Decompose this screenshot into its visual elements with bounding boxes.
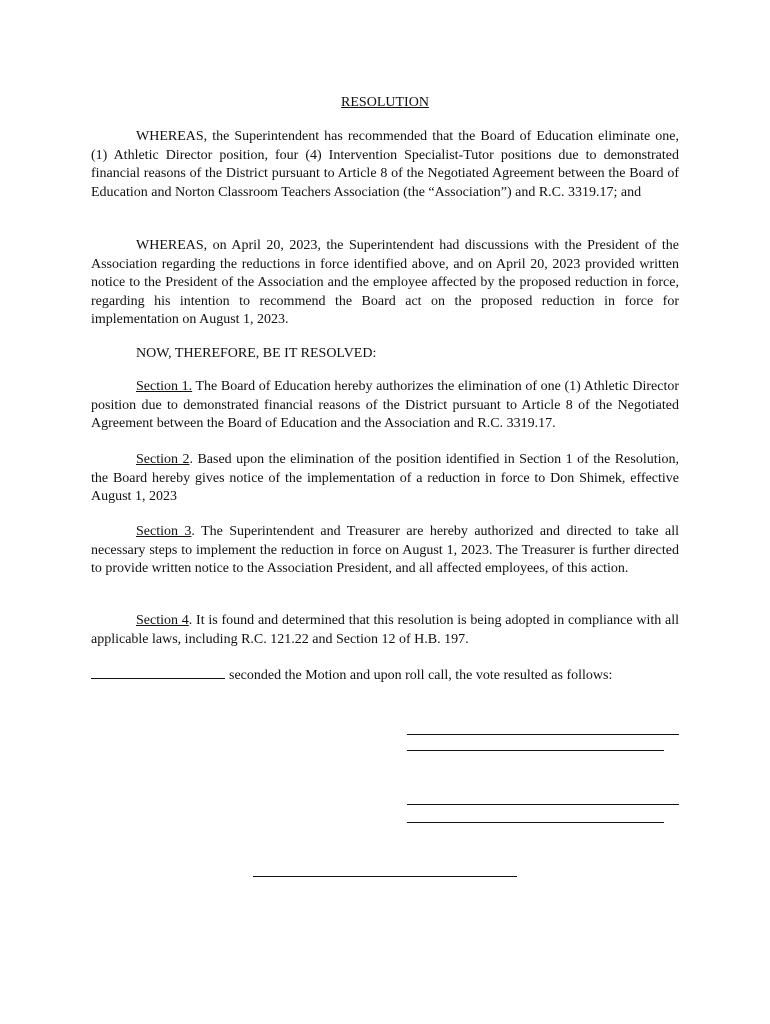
section-4-heading: Section 4 bbox=[136, 613, 189, 628]
vote-line-3 bbox=[407, 804, 679, 805]
section-4-paragraph bbox=[91, 612, 679, 649]
vote-line-2 bbox=[407, 750, 664, 751]
whereas-paragraph-2: WHEREAS, on April 20, 2023, the Superintendent had discussions with the President of the Association regarding the reductions in force identified above, and on April 20, 2023 provided written notice to the President of the Association and the employee affected by the proposed reduction in force, regarding his intention to recommend the Board act on the proposed reduction in force for implementation on August 1, 2023. bbox=[91, 238, 679, 327]
section-3-paragraph bbox=[91, 523, 679, 579]
vote-line-1 bbox=[407, 734, 679, 735]
resolved-heading: NOW, THEREFORE, BE IT RESOLVED: bbox=[136, 346, 377, 361]
signature-line bbox=[253, 876, 517, 877]
section-1-paragraph bbox=[91, 378, 679, 434]
motion-line bbox=[91, 664, 691, 686]
section-2-paragraph bbox=[91, 451, 679, 507]
section-1-text: The Board of Education hereby authorizes the elimination of one (1) Athletic Director position due to demonstrated financial reasons of the District pursuant to Article 8 of the Negotiated Agreement between the Board of Education and the Association and R.C. 3319.17. bbox=[91, 379, 679, 431]
section-2-text: . Based upon the elimination of the position identified in Section 1 of the Resolution, the Board hereby gives notice of the implementation of a reduction in force to Don Shimek, effective August 1, 2023 bbox=[91, 452, 679, 504]
section-3-heading: Section 3 bbox=[136, 524, 192, 539]
whereas-paragraph-1: WHEREAS, the Superintendent has recommended that the Board of Education eliminate one, (1) Athletic Director position, four (4) Intervention Specialist-Tutor positions due to demonstrated financial reasons of the District pursuant to Article 8 of the Negotiated Agreement between the Board of Education and Norton Classroom Teachers Association (the “Association”) and R.C. 3319.17; and bbox=[91, 129, 679, 200]
seconder-blank-line bbox=[91, 664, 225, 679]
section-2-heading: Section 2 bbox=[136, 452, 190, 467]
section-4-text: . It is found and determined that this resolution is being adopted in compliance with all applicable laws, including R.C. 121.22 and Section 12 of H.B. 197. bbox=[91, 613, 679, 647]
vote-line-4 bbox=[407, 822, 664, 823]
section-3-text: . The Superintendent and Treasurer are hereby authorized and directed to take all necessary steps to implement the reduction in force on August 1, 2023. The Treasurer is further directed to provide written notice to the Association President, and all affected employees, of this action. bbox=[91, 524, 679, 576]
motion-text: seconded the Motion and upon roll call, the vote resulted as follows: bbox=[229, 668, 613, 683]
page-title: RESOLUTION bbox=[341, 95, 429, 110]
section-1-heading: Section 1. bbox=[136, 379, 193, 394]
